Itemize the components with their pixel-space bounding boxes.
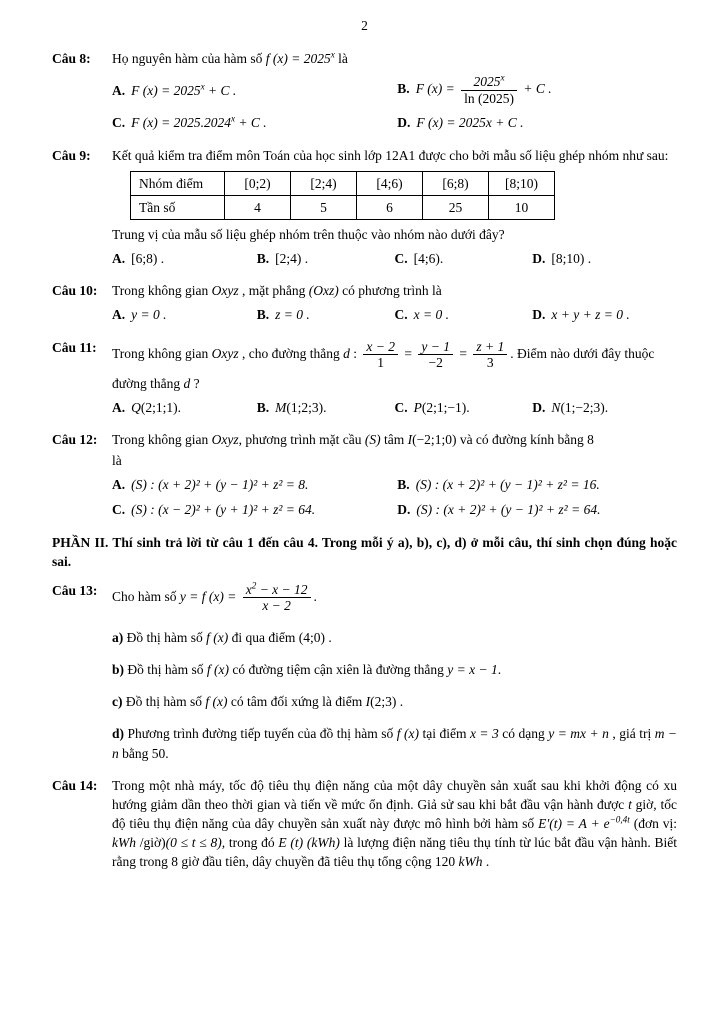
text-run: Đồ thị hàm số [127, 662, 207, 678]
question-13-label: Câu 13: [52, 582, 98, 598]
question-12-body [112, 430, 677, 449]
text-run: Cho hàm số [112, 588, 180, 604]
text-run: d [183, 375, 191, 391]
text-run: , cho đường thẳng [238, 345, 344, 361]
text-run: (S) [364, 431, 381, 447]
text-run: 2025 [473, 74, 501, 90]
text-run: x [230, 113, 236, 124]
option-d-value [551, 400, 608, 415]
text-run: Đồ thị hàm số [126, 629, 207, 645]
text-run: đi qua điểm [228, 629, 299, 645]
text-run: + C . [235, 115, 267, 131]
text-run: = [455, 345, 471, 361]
text-run: x = 3 [469, 726, 499, 742]
question-10-options [112, 304, 677, 325]
text-run: (2;1;−1). [421, 399, 470, 415]
question-12 [52, 430, 677, 521]
option-c-letter: C. [394, 399, 408, 415]
text-run: f (x) [206, 662, 229, 678]
option-b-letter: B. [256, 307, 270, 323]
question-10-label: Câu 10: [52, 283, 98, 299]
table-cell: [8;10) [489, 171, 555, 195]
text-run: f (x) [205, 694, 228, 710]
option-c-value [414, 307, 449, 322]
table-cell: Nhóm điểm [131, 171, 225, 195]
option-d [397, 499, 677, 520]
option-b [397, 72, 677, 108]
option-b [397, 474, 677, 495]
text-run: là [334, 51, 348, 67]
text-run: d) [112, 726, 128, 742]
part-2-heading: PHẦN II. Thí sinh trả lời từ câu 1 đến câu 4. Trong mỗi ý a), b), c), d) ở mỗi câu, thí sinh chọn đúng hoặc sai. [52, 534, 677, 569]
text-run: có dạng [498, 726, 549, 742]
text-run: F (x) = 2025.2024 [131, 115, 231, 131]
text-run: 1 [377, 355, 385, 371]
option-d-value [551, 307, 629, 322]
question-11-label: Câu 11: [52, 339, 97, 355]
option-b-letter: B. [256, 251, 270, 267]
fraction [473, 339, 507, 371]
text-run: tại điểm [418, 726, 470, 742]
question-13-body [112, 581, 677, 615]
fraction [243, 582, 311, 614]
option-a [112, 248, 257, 269]
question-10-body [112, 281, 677, 300]
option-a-letter: A. [112, 82, 126, 98]
fraction [418, 339, 453, 371]
text-run: đường thẳng [112, 375, 184, 391]
option-b [257, 304, 395, 325]
question-9 [52, 146, 677, 270]
text-run: (đơn vị: [629, 816, 677, 831]
text-run: (S) : (x + 2)² + (y − 1)² + z² = 16. [415, 477, 600, 493]
option-d-letter: D. [532, 399, 546, 415]
text-run: Oxyz [211, 283, 239, 299]
text-run: , trong đó [221, 835, 279, 851]
text-run: I [365, 694, 371, 710]
option-b-value [416, 477, 600, 492]
text-run: y = 0 . [131, 307, 167, 323]
question-11 [52, 338, 677, 418]
question-9-label: Câu 9: [52, 147, 91, 163]
option-d-value [551, 251, 591, 266]
option-a [112, 304, 257, 325]
text-run: (Oxz) [308, 283, 339, 299]
text-run: F (x) = 2025x + C . [416, 115, 524, 131]
question-11-body [112, 338, 677, 372]
text-run: f (x) [396, 726, 419, 742]
option-d [532, 304, 677, 325]
text-run: Đồ thị hàm số [125, 694, 206, 710]
table-cell: [4;6) [357, 171, 423, 195]
option-b-letter: B. [256, 399, 270, 415]
table-cell: [0;2) [225, 171, 291, 195]
text-run: có phương trình là [338, 283, 442, 299]
text-run: f (x) = 2025 [265, 51, 331, 67]
option-b [257, 397, 395, 418]
question-14-label: Câu 14: [52, 777, 98, 793]
text-run: [4;6). [413, 251, 444, 267]
option-c-letter: C. [394, 251, 408, 267]
option-a-value [131, 477, 308, 492]
question-11-options [112, 397, 677, 418]
text-run: Trong không gian [112, 431, 212, 447]
text-run: (2;3) [370, 694, 397, 710]
text-run: y = mx + n [548, 726, 609, 742]
text-run: (S) : (x + 2)² + (y − 1)² + z² = 64. [416, 502, 601, 518]
option-b-letter: B. [397, 477, 410, 493]
text-run: x = 0 . [413, 307, 449, 323]
text-run: a) [112, 629, 127, 645]
text-run: . [313, 588, 317, 604]
text-run: x [200, 81, 205, 92]
option-a-letter: A. [112, 399, 126, 415]
question-13 [52, 581, 677, 763]
text-run: Q [131, 399, 141, 415]
text-run: (kWh) [306, 835, 340, 851]
option-c [395, 304, 533, 325]
text-run: kWh [458, 854, 483, 870]
text-run: . [497, 662, 502, 678]
text-run: . [482, 854, 490, 870]
text-run: (1;−2;3). [560, 399, 609, 415]
text-run: Oxyz [211, 431, 239, 447]
question-8-label: Câu 8: [52, 51, 91, 67]
option-a [112, 397, 257, 418]
text-run: z = 0 . [275, 307, 310, 323]
question-8 [52, 49, 677, 133]
question-8-body [112, 49, 677, 68]
text-run: ln (2025) [464, 90, 515, 106]
text-run: − x − 12 [256, 581, 308, 597]
option-a-value [131, 400, 181, 415]
text-run: d [343, 345, 350, 361]
frequency-table [130, 171, 555, 220]
option-a-value [131, 83, 236, 98]
text-run: , giá trị [608, 726, 655, 742]
text-run: −0,4t [609, 814, 630, 825]
fraction [461, 74, 517, 106]
text-run: f (x) [206, 629, 229, 645]
text-run: x − 2 [262, 598, 291, 614]
option-b-value [415, 72, 552, 106]
text-run: Kết quả kiểm tra điểm môn Toán của học sinh lớp 12A1 được cho bởi mẫu số liệu ghép nhóm như sau: [112, 147, 669, 163]
option-b-letter: B. [397, 81, 410, 97]
option-a [112, 80, 397, 101]
question-14-body [112, 776, 677, 872]
text-run: P [413, 399, 422, 415]
table-cell: Tần số [131, 195, 225, 219]
question-9-body [112, 146, 677, 165]
option-c [112, 112, 397, 133]
option-d-value [416, 115, 523, 130]
text-run: [6;8) . [131, 251, 165, 267]
table-cell: 25 [423, 195, 489, 219]
option-d [397, 112, 677, 133]
option-c-value [131, 115, 267, 130]
text-run: −2 [428, 355, 443, 371]
table-cell: [2;4) [291, 171, 357, 195]
text-run: , phương trình mặt cầu [238, 431, 365, 447]
text-run: m − n [112, 726, 678, 761]
text-run: là [112, 453, 122, 469]
option-c-letter: C. [112, 115, 126, 131]
text-run: kWh [112, 835, 136, 851]
option-a-value [131, 307, 166, 322]
text-run: x + y + z = 0 . [551, 307, 630, 323]
text-run: . Điểm nào dưới đây thuộc [510, 345, 655, 361]
text-run: [2;4) . [275, 251, 309, 267]
text-run: E′(t) = A + e [538, 816, 610, 831]
text-run: Phương trình đường tiếp tuyến của đồ thị hàm số [127, 726, 397, 742]
option-a-letter: A. [112, 307, 126, 323]
text-run: E (t) [278, 835, 304, 851]
text-run: : [349, 345, 361, 361]
text-run: bằng 50. [118, 745, 169, 761]
question-9-options [112, 248, 677, 269]
text-run: I [407, 431, 413, 447]
text-run: x [500, 72, 505, 83]
text-run: (4;0) [298, 629, 325, 645]
option-c-letter: C. [394, 307, 408, 323]
option-b-value [275, 307, 310, 322]
option-d-letter: D. [532, 251, 546, 267]
text-run: (S) : (x + 2)² + (y − 1)² + z² = 8. [131, 477, 309, 493]
text-run: giờ, tốc độ tiêu thụ điện năng của dây chuyền sản xuất này được mô hình bởi hàm số [112, 796, 677, 831]
question-12-options [112, 474, 677, 520]
question-12-label: Câu 12: [52, 431, 98, 447]
question-12-body-line2 [112, 451, 677, 470]
text-run: y − 1 [421, 338, 450, 354]
text-run: (0 ≤ t ≤ 8) [165, 835, 222, 851]
table-cell: 6 [357, 195, 423, 219]
table-row [131, 195, 555, 219]
text-run: có tâm đối xứng là điểm [227, 694, 366, 710]
text-run: F (x) = [415, 81, 459, 97]
option-d-value [416, 502, 600, 517]
text-run: , mặt phẳng [238, 283, 309, 299]
text-run: . [396, 694, 404, 710]
text-run: (−2;1;0) [412, 431, 457, 447]
option-c [395, 397, 533, 418]
table-cell: 5 [291, 195, 357, 219]
option-c-value [131, 502, 315, 517]
text-run: ? [190, 375, 200, 391]
fraction [363, 339, 398, 371]
question-10 [52, 281, 677, 325]
text-run: và có đường kính bằng 8 [456, 431, 594, 447]
text-run: = [400, 345, 416, 361]
option-b-value [275, 400, 326, 415]
option-a-letter: A. [112, 251, 126, 267]
question-14 [52, 776, 677, 872]
text-run: 3 [486, 355, 494, 371]
text-run: /giờ) [136, 835, 166, 851]
text-run: Oxyz [211, 345, 239, 361]
text-run: (S) : (x − 2)² + (y + 1)² + z² = 64. [131, 502, 316, 518]
option-c-value [414, 251, 444, 266]
table-cell: [6;8) [423, 171, 489, 195]
question-13-item-c [112, 692, 677, 711]
text-run: N [551, 399, 561, 415]
option-d [532, 397, 677, 418]
text-run: (2;1;1). [140, 399, 181, 415]
option-c-letter: C. [112, 502, 126, 518]
question-8-options [112, 72, 677, 133]
text-run: Trong không gian [112, 283, 212, 299]
text-run: x [330, 49, 335, 60]
text-run: Họ nguyên hàm của hàm số [112, 51, 266, 67]
question-13-item-b [112, 660, 677, 679]
question-9-prompt: Trung vị của mẫu số liệu ghép nhóm trên thuộc vào nhóm nào dưới đây? [112, 226, 505, 242]
option-b [257, 248, 395, 269]
text-run: b) [112, 662, 128, 678]
text-run: Trong không gian [112, 345, 212, 361]
text-run: là lượng điện năng tiêu thụ tính từ lúc bắt đầu vận hành. Biết rằng trong 8 giờ đầu tiên, dây chuyền đã tiêu thụ tổng cộng 120 [112, 835, 677, 870]
text-run: t [628, 796, 632, 812]
text-run: M [275, 399, 287, 415]
option-a [112, 474, 397, 495]
table-cell: 4 [225, 195, 291, 219]
option-c-value [414, 400, 470, 415]
text-run: . [324, 629, 332, 645]
text-run: y = f (x) = [179, 588, 240, 604]
text-run: x − 2 [366, 338, 395, 354]
table-header-row [131, 171, 555, 195]
text-run: 2 [251, 580, 257, 591]
text-run: + C . [204, 82, 237, 98]
page-number: 2 [361, 18, 368, 33]
text-run: + C . [520, 81, 552, 97]
option-b-value [275, 251, 308, 266]
option-d-letter: D. [397, 115, 411, 131]
text-run: (1;2;3). [286, 399, 327, 415]
text-run: x [245, 581, 252, 597]
text-run: y = x − 1 [447, 662, 498, 678]
question-11-body-line2 [112, 374, 677, 393]
text-run: có đường tiệm cận xiên là đường thẳng [229, 662, 448, 678]
table-cell: 10 [489, 195, 555, 219]
option-c [395, 248, 533, 269]
text-run: c) [112, 694, 126, 710]
option-d-letter: D. [532, 307, 546, 323]
question-13-item-a [112, 628, 677, 647]
text-run: F (x) = 2025 [131, 82, 201, 98]
text-run: Trong một nhà máy, tốc độ tiêu thụ điện năng của một dây chuyền sản xuất sau khi khởi động có xu hướng giảm dần theo thời gian và tiến về mức ổn định. Giả sử sau khi bắt đầu vận hành được [112, 777, 677, 812]
option-c [112, 499, 397, 520]
text-run: [8;10) . [551, 251, 592, 267]
text-run: tâm [380, 431, 408, 447]
option-d [532, 248, 677, 269]
option-a-letter: A. [112, 477, 126, 493]
option-a-value [131, 251, 164, 266]
question-13-item-d [112, 724, 677, 762]
option-d-letter: D. [397, 502, 411, 518]
text-run: z + 1 [476, 338, 505, 354]
